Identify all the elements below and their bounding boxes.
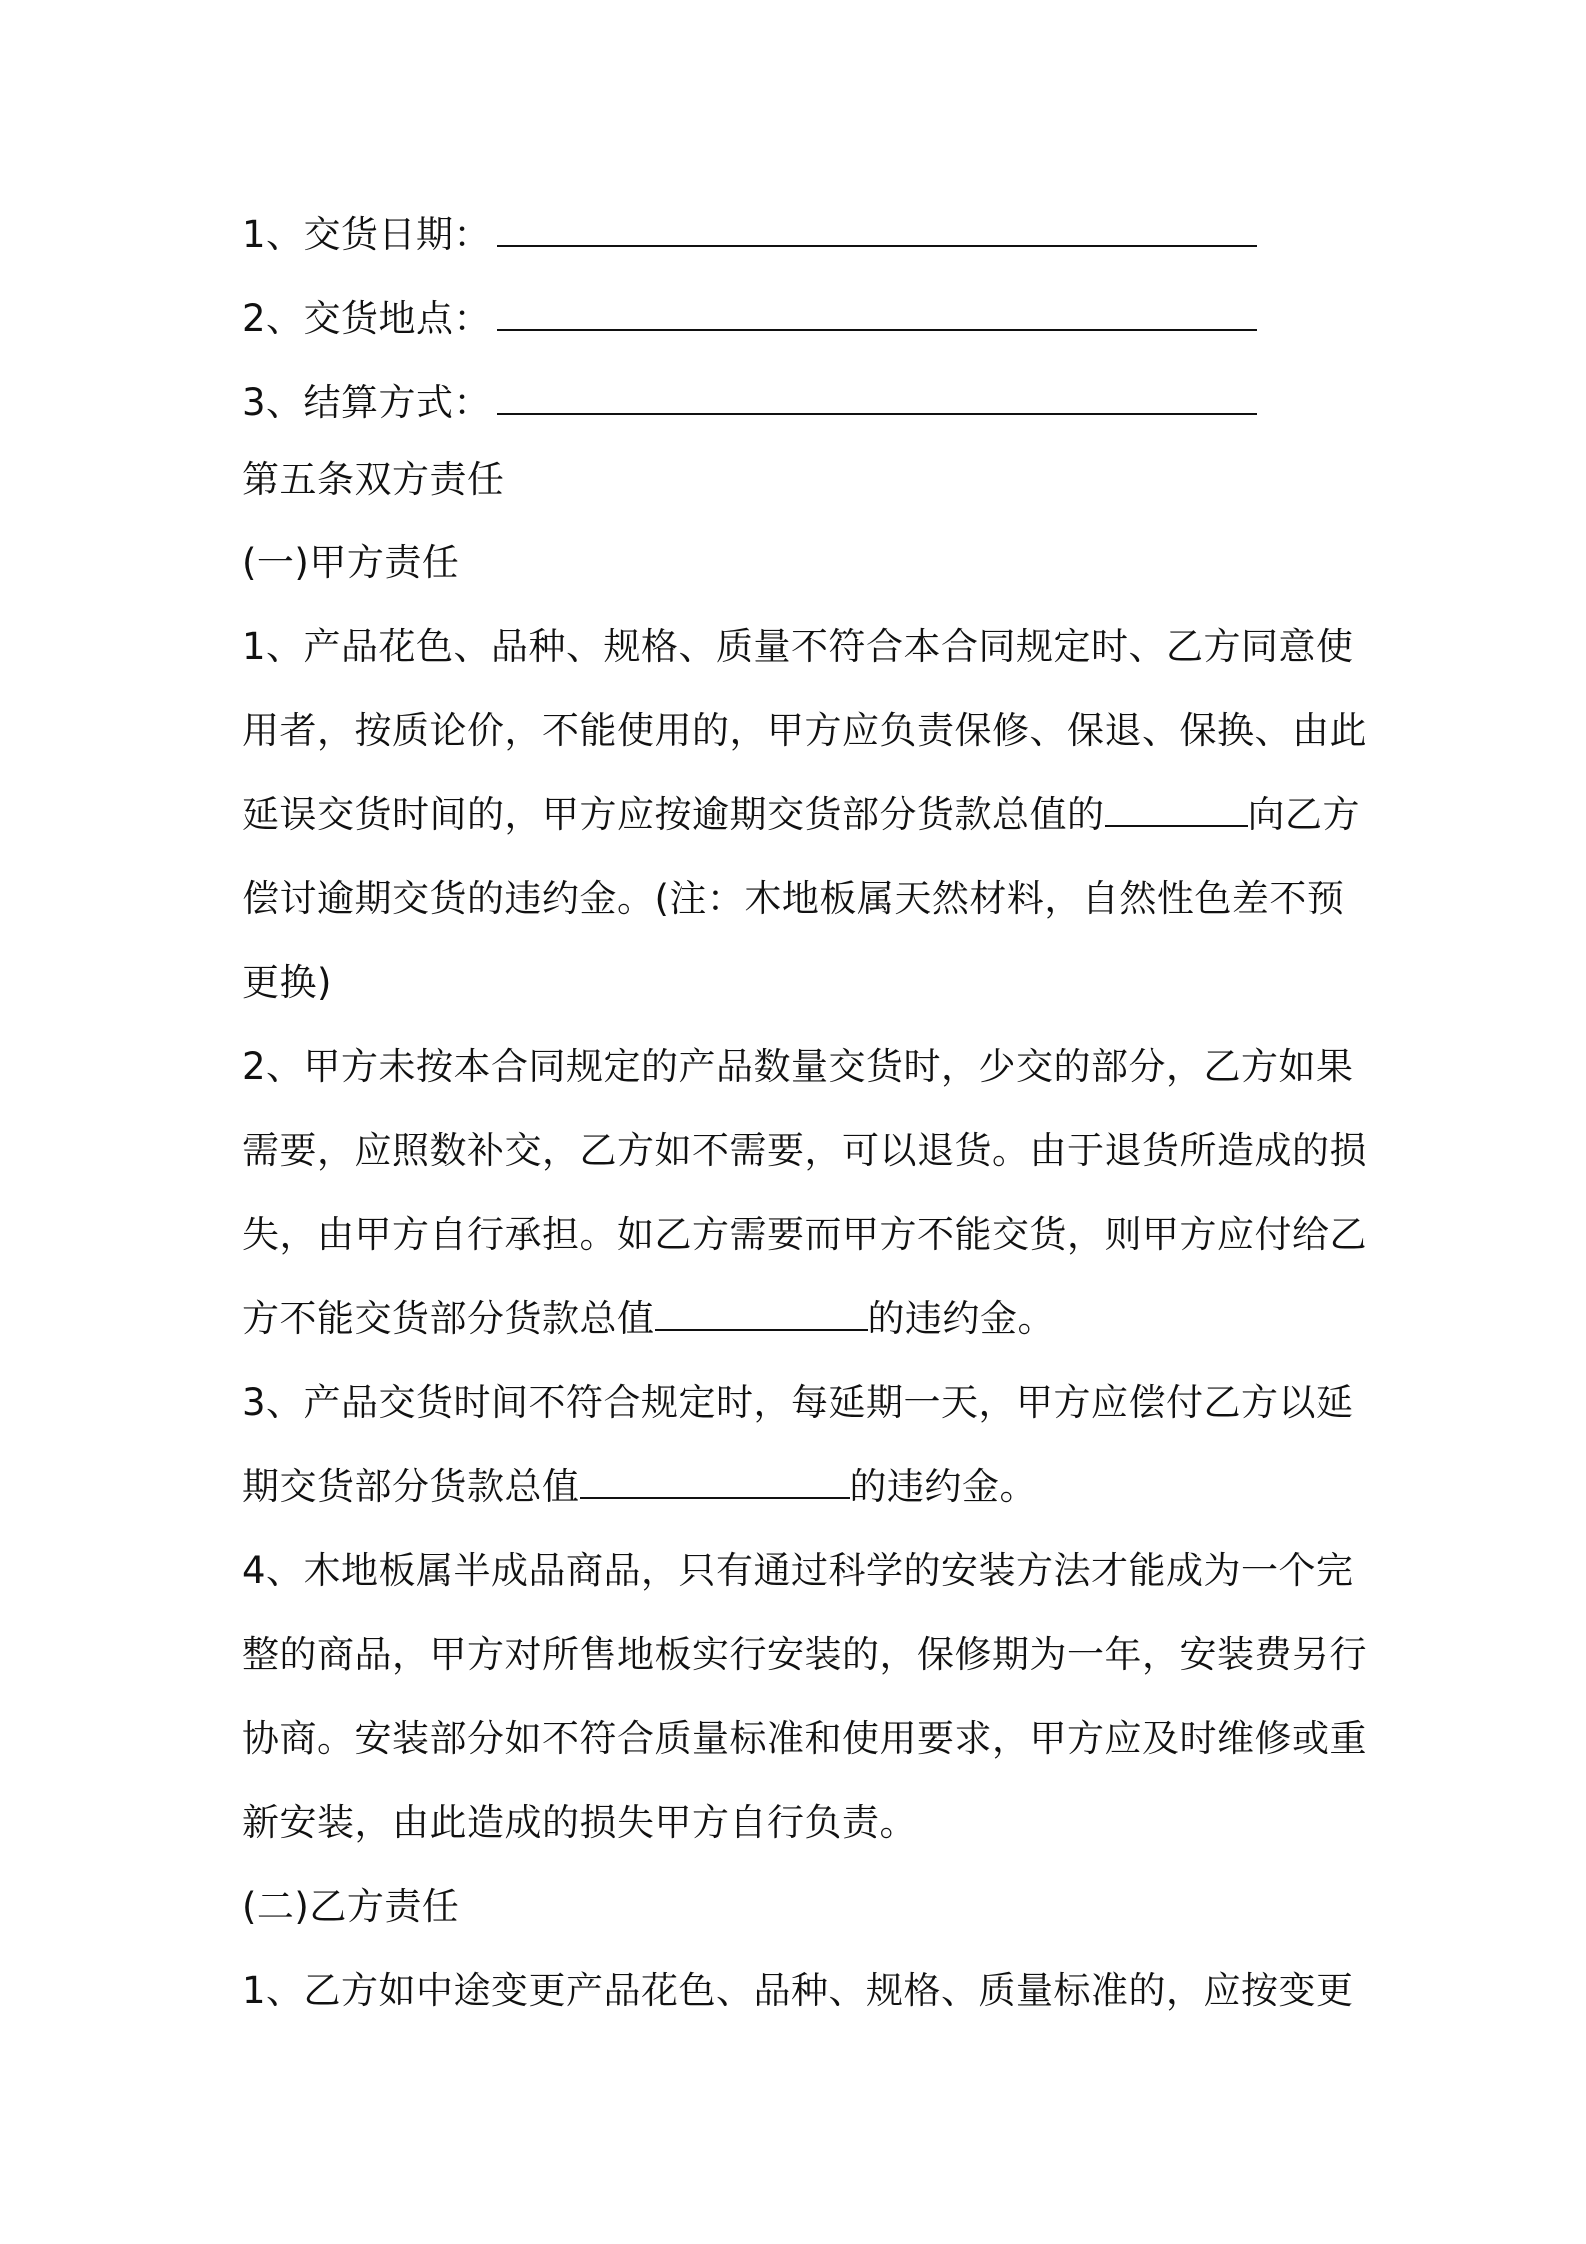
delivery-place-blank[interactable]: [497, 297, 1257, 331]
delivery-date-blank[interactable]: [497, 213, 1257, 247]
party-a-item1-line3: [242, 790, 1362, 840]
party-b-item1-line1: 1、乙方如中途变更产品花色、品种、规格、质量标准的，应按变更: [242, 1969, 1354, 2012]
penalty-rate-blank-1[interactable]: [1105, 793, 1248, 827]
party-a-item3-line2-after: 的违约金。: [849, 1465, 1037, 1508]
delivery-place-row: [242, 294, 1362, 344]
party-a-item2-line2: 需要，应照数补交，乙方如不需要，可以退货。由于退货所造成的损: [242, 1129, 1367, 1172]
party-a-item1-line3-before: 延误交货时间的，甲方应按逾期交货部分货款总值的: [242, 793, 1105, 836]
party-a-item1-line4: 偿讨逾期交货的违约金。(注：木地板属天然材料，自然性色差不预: [242, 877, 1345, 920]
settlement-row: [242, 378, 1362, 428]
party-a-item2-line4: [242, 1294, 1362, 1344]
party-a-item2-line4-before: 方不能交货部分货款总值: [242, 1297, 655, 1340]
party-a-item4-line3: 协商。安装部分如不符合质量标准和使用要求，甲方应及时维修或重: [242, 1717, 1367, 1760]
delivery-place-label: 2、交货地点：: [242, 297, 492, 340]
penalty-rate-blank-2[interactable]: [655, 1297, 868, 1331]
party-a-item3-line1: 3、产品交货时间不符合规定时，每延期一天，甲方应偿付乙方以延: [242, 1381, 1354, 1424]
article5-title: 第五条双方责任: [242, 458, 505, 501]
party-a-item4-line4: 新安装，由此造成的损失甲方自行负责。: [242, 1801, 917, 1844]
party-a-item4-line1: 4、木地板属半成品商品，只有通过科学的安装方法才能成为一个完: [242, 1549, 1354, 1592]
party-a-item1-line3-after: 向乙方: [1247, 793, 1360, 836]
party-b-heading: (二)乙方责任: [242, 1885, 460, 1928]
party-a-item1-line5: 更换): [242, 961, 332, 1004]
party-a-heading: (一)甲方责任: [242, 541, 460, 584]
delivery-date-row: [242, 210, 1362, 260]
delivery-date-label: 1、交货日期：: [242, 213, 492, 256]
party-a-item2-line3: 失，由甲方自行承担。如乙方需要而甲方不能交货，则甲方应付给乙: [242, 1213, 1367, 1256]
party-a-item1-line1: 1、产品花色、品种、规格、质量不符合本合同规定时、乙方同意使: [242, 625, 1354, 668]
party-a-item3-line2: [242, 1462, 1362, 1512]
settlement-label: 3、结算方式：: [242, 381, 492, 424]
party-a-item2-line1: 2、甲方未按本合同规定的产品数量交货时，少交的部分，乙方如果: [242, 1045, 1354, 1088]
party-a-item1-line2: 用者，按质论价，不能使用的，甲方应负责保修、保退、保换、由此: [242, 709, 1367, 752]
party-a-item3-line2-before: 期交货部分货款总值: [242, 1465, 580, 1508]
party-a-item2-line4-after: 的违约金。: [867, 1297, 1055, 1340]
party-a-item4-line2: 整的商品，甲方对所售地板实行安装的，保修期为一年，安装费另行: [242, 1633, 1367, 1676]
settlement-blank[interactable]: [497, 381, 1257, 415]
penalty-rate-blank-3[interactable]: [580, 1465, 850, 1499]
